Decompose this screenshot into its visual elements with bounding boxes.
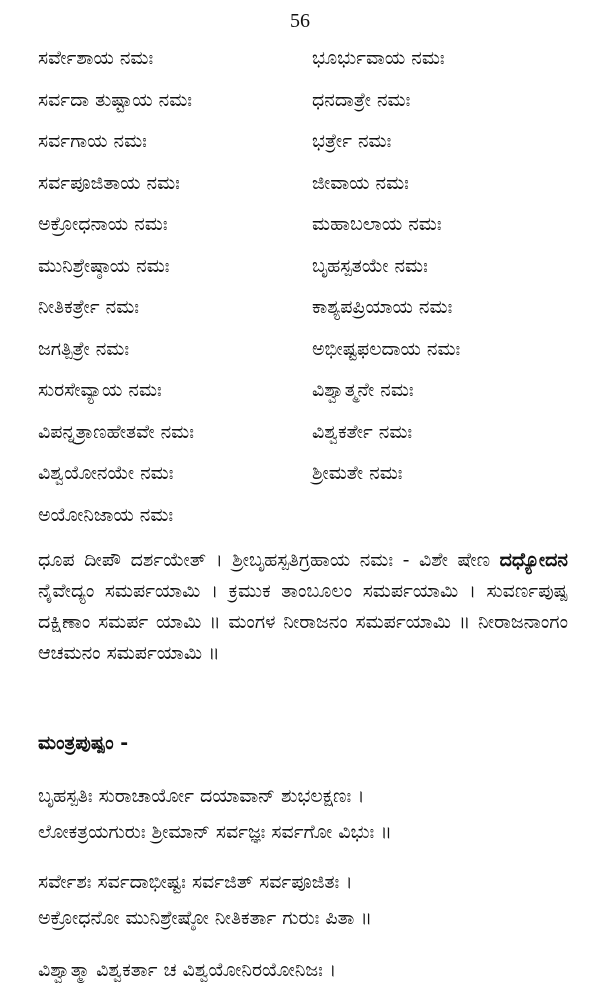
name-right-12 [312, 495, 578, 537]
name-left-6: ಮುನಿಶ್ರೇಷ್ಠಾಯ ನಮಃ [38, 254, 170, 277]
names-list [38, 38, 578, 536]
name-left-5: ಅಕ್ರೋಧನಾಯ ನಮಃ [38, 213, 168, 235]
name-left-11: ವಿಶ್ವಯೋನಯೇ ನಮಃ [38, 462, 174, 484]
name-left-2: ಸರ್ವದಾ ತುಷ್ಟಾಯ ನಮಃ [38, 88, 193, 111]
name-right-2: ಧನದಾತ್ರೇ ನಮಃ [312, 88, 411, 111]
section-heading: ಮಂತ್ರಪುಷ್ಪಂ - [38, 732, 129, 754]
verse-line-5: ವಿಶ್ವಾತ್ಮಾ ವಿಶ್ವಕರ್ತಾ ಚ ವಿಶ್ವಯೋನಿರಯೋನಿಜಃ । [38, 959, 337, 981]
name-right-4: ಜೀವಾಯ ನಮಃ [312, 171, 409, 194]
name-left-9: ಸುರಸೇವ್ಯಾಯ ನಮಃ [38, 379, 162, 401]
name-left-1: ಸರ್ವೇಶಾಯ ನಮಃ [38, 47, 154, 69]
name-left-7: ನೀತಿಕರ್ತ್ರೇ ನಮಃ [38, 296, 140, 318]
name-right-10: ವಿಶ್ವಕರ್ತೇ ನಮಃ [312, 420, 413, 443]
name-right-6: ಬೃಹಸ್ಪತಯೇ ನಮಃ [312, 254, 428, 277]
verse-line-1: ಬೃಹಸ್ಪತಿಃ ಸುರಾಚಾರ್ಯೋ ದಯಾವಾನ್ ಶುಭಲಕ್ಷಣಃ । [38, 785, 365, 807]
name-right-5: ಮಹಾಬಲಾಯ ನಮಃ [312, 213, 442, 235]
paragraph-bold-term: ದಧ್ಯೋದನ [499, 549, 568, 571]
name-right-1: ಭೂರ್ಭುವಾಯ ನಮಃ [312, 47, 445, 69]
name-right-8: ಅಭೀಷ್ಟಫಲದಾಯ ನಮಃ [312, 337, 461, 360]
paragraph-part-2: ನೈವೇದ್ಯಂ ಸಮರ್ಪಯಾಮಿ । ಕ್ರಮುಕ ತಾಂಬೂಲಂ ಸಮರ್ಪಯಾಮಿ । ಸುವರ್ಣಪುಷ್ಪ ದಕ್ಷಿಣಾಂ ಸಮರ್ಪ ಯಾಮಿ ॥ ಮಂಗಳ ನೀರಾಜನಂ ಸಮರ್ಪಯಾಮಿ ॥ ನೀರಾಜನಾಂಗಂ ಆಚಮನಂ ಸಮರ್ಪಯಾಮಿ ॥ [38, 580, 568, 664]
verse-line-3: ಸರ್ವೇಶಃ ಸರ್ವದಾಭೀಷ್ಟಃ ಸರ್ವಜಿತ್ ಸರ್ವಪೂಜಿತಃ । [38, 871, 353, 893]
name-left-4: ಸರ್ವಪೂಜಿತಾಯ ನಮಃ [38, 171, 180, 194]
name-left-12: ಅಯೋನಿಜಾಯ ನಮಃ [38, 503, 174, 526]
paragraph-part-1: ಧೂಪ ದೀಪೌ ದರ್ಶಯೇತ್ । ಶ್ರೀಬೃಹಸ್ಪತಿಗ್ರಹಾಯ ನಮಃ - ವಿಶೇ ಷೇಣ [38, 549, 500, 571]
name-left-10: ವಿಪನ್ನತ್ರಾಣಹೇತವೇ ನಮಃ [38, 420, 194, 443]
name-right-7: ಕಾಶ್ಯಪಪ್ರಿಯಾಯ ನಮಃ [312, 296, 453, 318]
name-left-8: ಜಗತ್ಪಿತ್ರೇ ನಮಃ [38, 337, 130, 360]
name-right-3: ಭರ್ತ್ರೇ ನಮಃ [312, 130, 392, 152]
name-right-9: ವಿಶ್ವಾತ್ಮನೇ ನಮಃ [312, 379, 414, 401]
offering-paragraph [38, 545, 568, 669]
name-right-11: ಶ್ರೀಮತೇ ನಮಃ [312, 462, 403, 484]
verse-line-4: ಅಕ್ರೋಧನೋ ಮುನಿಶ್ರೇಷ್ಠೋ ನೀತಿಕರ್ತಾ ಗುರುಃ ಪಿತಾ ॥ [38, 907, 373, 929]
name-left-3: ಸರ್ವಗಾಯ ನಮಃ [38, 130, 147, 152]
page-number: 56 [290, 10, 310, 32]
verse-line-2: ಲೋಕತ್ರಯಗುರುಃ ಶ್ರೀಮಾನ್ ಸರ್ವಜ್ಞಃ ಸರ್ವಗೋ ವಿಭುಃ ॥ [38, 821, 392, 843]
